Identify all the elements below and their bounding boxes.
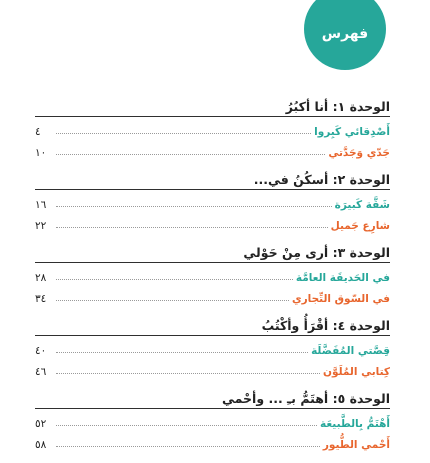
dot-leader xyxy=(56,279,293,280)
page-number: ٤٦ xyxy=(35,366,47,378)
lesson-title: أَهْتَمُّ بِالطَّبيعَة xyxy=(320,418,390,430)
dot-leader xyxy=(56,227,328,228)
toc-entry[interactable] xyxy=(35,117,390,138)
page-number: ٢٨ xyxy=(35,272,47,284)
dot-leader xyxy=(56,446,320,447)
dot-leader xyxy=(56,425,317,426)
unit-title: الوحدة ١: أنا أكبُرُ xyxy=(285,99,390,114)
toc-entry[interactable] xyxy=(35,263,390,284)
lesson-title: في السّوق التِّجاري xyxy=(291,293,390,305)
lesson-title: قِصَّتي المُفَضَّلَة xyxy=(311,345,390,357)
unit-4 xyxy=(35,317,390,378)
lesson-title: جَدّي وَجَدَّتي xyxy=(328,147,390,159)
dot-leader xyxy=(56,206,332,207)
lesson-title: كِتابي المُلَوَّن xyxy=(323,366,390,378)
lesson-title: أَصْدِقائي كَبِروا xyxy=(314,126,390,138)
dot-leader xyxy=(56,373,320,374)
unit-2 xyxy=(35,171,390,232)
lesson-title: شارِع جَميل xyxy=(330,220,390,232)
dot-leader xyxy=(56,300,289,301)
page-number: ٥٨ xyxy=(35,439,47,451)
unit-5 xyxy=(35,390,390,451)
lesson-title: شَقَّة كَبيرَة xyxy=(334,199,390,211)
toc-entry[interactable] xyxy=(35,430,390,451)
page-number: ١٠ xyxy=(35,147,47,159)
toc-entry[interactable] xyxy=(35,336,390,357)
page-number: ٣٤ xyxy=(35,293,47,305)
toc-entry[interactable] xyxy=(35,284,390,305)
unit-title: الوحدة ٥: أهتَمُّ بـِ ... وأحْمي xyxy=(222,391,390,406)
toc-entry[interactable] xyxy=(35,357,390,378)
page-number: ١٦ xyxy=(35,199,47,211)
dot-leader xyxy=(56,154,325,155)
page-number: ٤٠ xyxy=(35,345,47,357)
dot-leader xyxy=(56,133,311,134)
title-badge xyxy=(304,0,386,70)
dot-leader xyxy=(56,352,308,353)
table-of-contents xyxy=(35,98,390,463)
toc-entry[interactable] xyxy=(35,409,390,430)
unit-3 xyxy=(35,244,390,305)
page-number: ٢٢ xyxy=(35,220,47,232)
toc-entry[interactable] xyxy=(35,138,390,159)
unit-1 xyxy=(35,98,390,159)
page-number: ٤ xyxy=(35,126,41,138)
toc-entry[interactable] xyxy=(35,211,390,232)
lesson-title: أَحْمي الطُّيور xyxy=(322,439,390,451)
unit-title: الوحدة ٣: أرى مِنْ حَوْلي xyxy=(243,245,390,260)
page-title: فهرس xyxy=(321,26,369,42)
lesson-title: في الحَديقَة العامَّة xyxy=(295,272,390,284)
unit-title: الوحدة ٤: أقْرَأُ وأكْتُبُ xyxy=(261,318,390,333)
unit-title: الوحدة ٢: أسكُنُ في... xyxy=(253,172,390,187)
page-number: ٥٢ xyxy=(35,418,47,430)
toc-entry[interactable] xyxy=(35,190,390,211)
